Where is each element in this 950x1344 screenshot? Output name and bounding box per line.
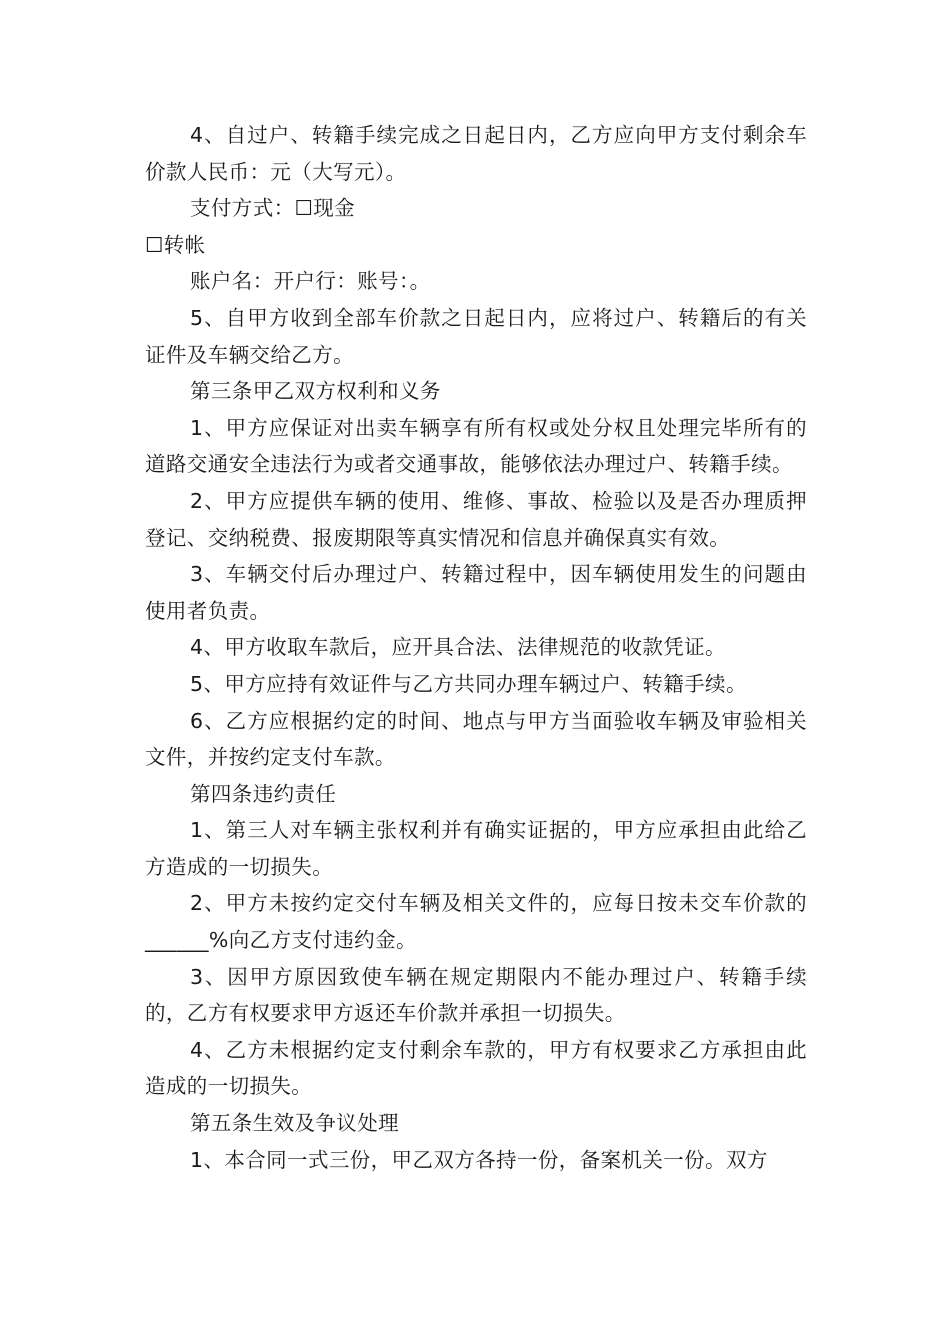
paragraph-article-5-item-1: 1、本合同一式三份，甲乙双方各持一份，备案机关一份。双方 (190, 1147, 768, 1172)
paragraph-remaining-payment: 4、自过户、转籍手续完成之日起日内，乙方应向甲方支付剩余车价款人民币：元（大写元）。 (145, 123, 807, 184)
paragraph-article-4-item-3: 3、因甲方原因致使车辆在规定期限内不能办理过户、转籍手续的，乙方有权要求甲方返还车价款并承担一切损失。 (145, 964, 807, 1026)
paragraph-article-3-item-1: 1、甲方应保证对出卖车辆享有所有权或处分权且处理完毕所有的道路交通安全违法行为或者交通事故，能够依法办理过户、转籍手续。 (145, 415, 807, 477)
paragraph-document-handover: 5、自甲方收到全部车价款之日起日内，应将过户、转籍后的有关证件及车辆交给乙方。 (145, 305, 807, 367)
paragraph-account-info: 账户名：开户行：账号：。 (190, 269, 431, 294)
heading-article-3: 第三条甲乙双方权利和义务 (190, 379, 441, 404)
paragraph-article-3-item-5: 5、甲方应持有效证件与乙方共同办理车辆过户、转籍手续。 (190, 671, 747, 696)
paragraph-payment-method-cash: 支付方式：☐现金 (190, 196, 356, 221)
paragraph-payment-method-transfer: ☐转帐 (145, 232, 206, 257)
paragraph-article-4-item-4: 4、乙方未根据约定支付剩余车款的，甲方有权要求乙方承担由此造成的一切损失。 (145, 1037, 807, 1099)
paragraph-article-4-item-1: 1、第三人对车辆主张权利并有确实证据的，甲方应承担由此给乙方造成的一切损失。 (145, 818, 807, 879)
paragraph-article-3-item-2: 2、甲方应提供车辆的使用、维修、事故、检验以及是否办理质押登记、交纳税费、报废期限等真实情况和信息并确保真实有效。 (145, 488, 807, 550)
paragraph-article-3-item-6: 6、乙方应根据约定的时间、地点与甲方当面验收车辆及审验相关文件，并按约定支付车款。 (145, 708, 807, 770)
heading-article-5: 第五条生效及争议处理 (190, 1111, 399, 1136)
paragraph-article-4-item-2: 2、甲方未按约定交付车辆及相关文件的，应每日按未交车价款的______%向乙方支付违约金。 (145, 891, 807, 953)
document-body (145, 117, 807, 1178)
paragraph-article-3-item-4: 4、甲方收取车款后，应开具合法、法律规范的收款凭证。 (190, 635, 726, 660)
heading-article-4: 第四条违约责任 (190, 781, 337, 806)
paragraph-article-3-item-3: 3、车辆交付后办理过户、转籍过程中，因车辆使用发生的问题由使用者负责。 (145, 562, 807, 623)
